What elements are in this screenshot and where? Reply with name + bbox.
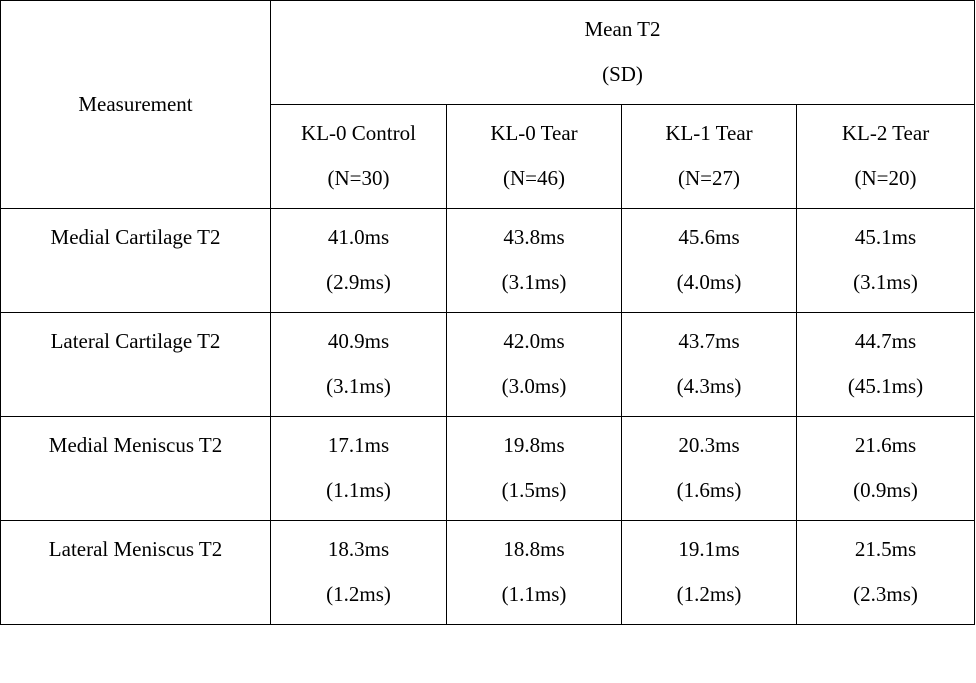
table-row bbox=[1, 417, 975, 521]
mean-value: 20.3ms bbox=[678, 433, 740, 457]
mean-value: 18.3ms bbox=[327, 537, 390, 561]
row-label: Medial Meniscus T2 bbox=[1, 417, 271, 521]
data-cell bbox=[271, 417, 447, 521]
group-header bbox=[447, 105, 622, 209]
sd-value: (2.9ms) bbox=[326, 270, 391, 294]
table-row bbox=[1, 521, 975, 625]
sd-value: (3.0ms) bbox=[501, 374, 567, 398]
data-cell bbox=[447, 209, 622, 313]
data-cell bbox=[622, 417, 797, 521]
group-header bbox=[271, 105, 447, 209]
mean-value: 43.7ms bbox=[678, 329, 740, 353]
data-cell bbox=[622, 521, 797, 625]
sd-value: (45.1ms) bbox=[847, 374, 924, 398]
data-cell bbox=[447, 521, 622, 625]
mean-t2-header bbox=[271, 1, 975, 105]
sd-value: (2.3ms) bbox=[853, 582, 918, 606]
mean-value: 40.9ms bbox=[327, 329, 390, 353]
table-row bbox=[1, 313, 975, 417]
sd-value: (1.6ms) bbox=[676, 478, 742, 502]
sd-value: (3.1ms) bbox=[501, 270, 567, 294]
group-label: KL-0 Control bbox=[301, 121, 416, 145]
mean-value: 17.1ms bbox=[327, 433, 390, 457]
sd-value: (3.1ms) bbox=[853, 270, 918, 294]
data-cell bbox=[447, 313, 622, 417]
data-cell bbox=[271, 209, 447, 313]
group-n: (N=20) bbox=[854, 166, 917, 190]
group-label: KL-1 Tear bbox=[665, 121, 753, 145]
data-cell bbox=[797, 209, 975, 313]
mean-value: 21.6ms bbox=[854, 433, 917, 457]
sd-value: (3.1ms) bbox=[326, 374, 391, 398]
mean-value: 43.8ms bbox=[503, 225, 565, 249]
data-cell bbox=[622, 313, 797, 417]
data-cell bbox=[271, 521, 447, 625]
sd-value: (4.0ms) bbox=[676, 270, 742, 294]
data-cell bbox=[447, 417, 622, 521]
data-cell bbox=[622, 209, 797, 313]
sd-value: (1.1ms) bbox=[501, 582, 567, 606]
data-cell bbox=[797, 417, 975, 521]
sd-value: (1.5ms) bbox=[501, 478, 567, 502]
mean-value: 45.1ms bbox=[854, 225, 917, 249]
group-header bbox=[622, 105, 797, 209]
data-cell bbox=[797, 313, 975, 417]
group-label: KL-2 Tear bbox=[841, 121, 930, 145]
sd-value: (1.2ms) bbox=[676, 582, 742, 606]
row-label: Lateral Cartilage T2 bbox=[1, 313, 271, 417]
data-cell bbox=[797, 521, 975, 625]
mean-value: 19.8ms bbox=[503, 433, 565, 457]
data-cell bbox=[271, 313, 447, 417]
row-label: Lateral Meniscus T2 bbox=[1, 521, 271, 625]
table-row bbox=[1, 209, 975, 313]
measurement-header: Measurement bbox=[1, 1, 271, 209]
mean-value: 42.0ms bbox=[503, 329, 565, 353]
group-n: (N=30) bbox=[327, 166, 390, 190]
mean-value: 19.1ms bbox=[678, 537, 740, 561]
group-n: (N=46) bbox=[503, 166, 565, 190]
group-header bbox=[797, 105, 975, 209]
group-n: (N=27) bbox=[678, 166, 740, 190]
mean-value: 21.5ms bbox=[854, 537, 917, 561]
mean-value: 44.7ms bbox=[854, 329, 917, 353]
mean-t2-header-line2: (SD) bbox=[602, 62, 643, 86]
row-label: Medial Cartilage T2 bbox=[1, 209, 271, 313]
header-row-top bbox=[1, 1, 975, 105]
mean-value: 41.0ms bbox=[327, 225, 390, 249]
mean-value: 18.8ms bbox=[503, 537, 565, 561]
group-label: KL-0 Tear bbox=[490, 121, 578, 145]
mean-value: 45.6ms bbox=[678, 225, 740, 249]
sd-value: (1.2ms) bbox=[326, 582, 391, 606]
sd-value: (1.1ms) bbox=[326, 478, 391, 502]
sd-value: (0.9ms) bbox=[853, 478, 918, 502]
sd-value: (4.3ms) bbox=[676, 374, 742, 398]
mean-t2-header-line1: Mean T2 bbox=[584, 17, 661, 41]
